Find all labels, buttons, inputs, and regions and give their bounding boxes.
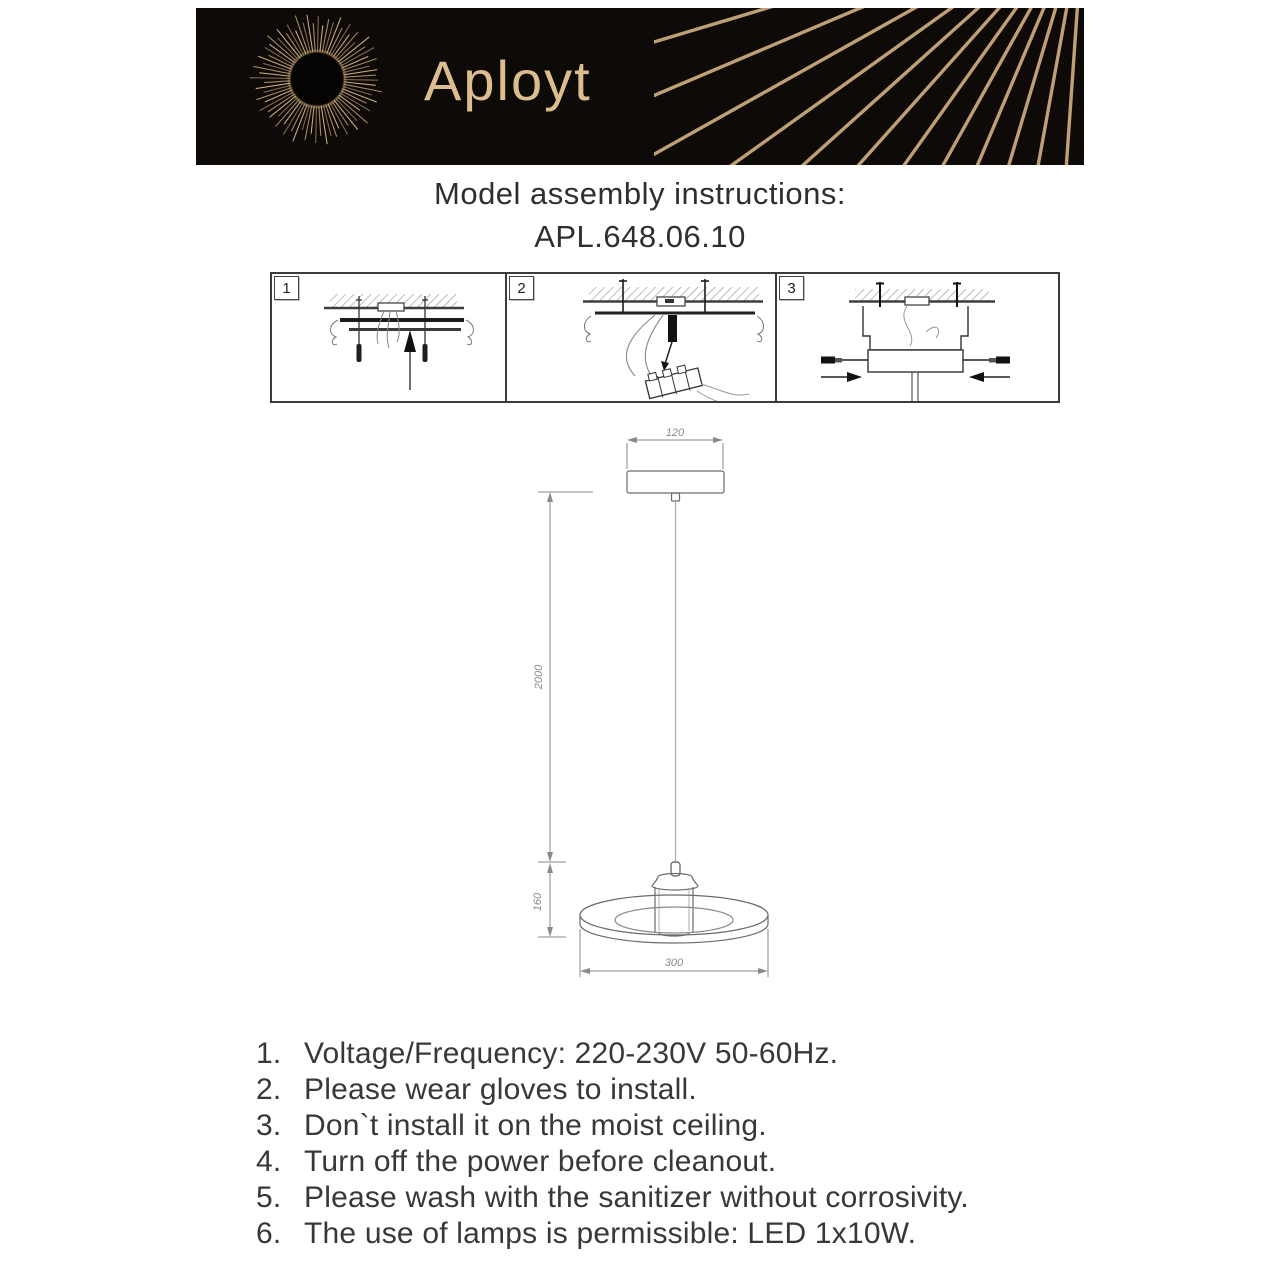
instruction-item	[256, 1108, 1156, 1144]
page-title: Model assembly instructions:	[434, 176, 846, 211]
instruction-item	[256, 1036, 1156, 1072]
step-1-number: 1	[274, 276, 299, 300]
instruction-item	[256, 1144, 1156, 1180]
dim-lamp-height: 160	[532, 892, 544, 912]
dim-shade-diameter: 300	[664, 957, 684, 969]
instruction-text: Please wear gloves to install.	[304, 1073, 697, 1106]
instruction-text: Voltage/Frequency: 220-230V 50-60Hz.	[304, 1037, 839, 1070]
instruction-item	[256, 1180, 1156, 1216]
model-number: APL.648.06.10	[534, 219, 746, 254]
instruction-text: Don`t install it on the moist ceiling.	[304, 1109, 767, 1142]
step-3-number: 3	[779, 276, 804, 300]
step-1-panel	[272, 274, 505, 401]
step-3-diagram	[777, 274, 1056, 401]
dim-canopy-width: 120	[665, 427, 685, 439]
step-1-diagram	[272, 274, 501, 401]
safety-instructions-list	[256, 1036, 1156, 1252]
step-2-panel	[505, 274, 775, 401]
instruction-number: 3.	[256, 1109, 282, 1142]
instruction-item	[256, 1216, 1156, 1252]
step-3-panel	[775, 274, 1058, 401]
decorative-rays-icon	[654, 8, 1084, 165]
step-2-diagram	[507, 274, 773, 401]
brand-name: Aployt	[424, 49, 592, 112]
title-block	[0, 176, 1280, 255]
pendant-dimension-drawing	[520, 425, 790, 1005]
instruction-number: 4.	[256, 1145, 282, 1178]
brand-header	[196, 8, 1084, 165]
dim-cable-length: 2000	[533, 664, 545, 690]
assembly-steps-strip	[270, 272, 1060, 403]
instruction-text: Please wash with the sanitizer without corrosivity.	[304, 1181, 969, 1214]
instruction-number: 2.	[256, 1073, 282, 1106]
instruction-text: The use of lamps is permissible: LED 1x10W.	[304, 1217, 917, 1250]
instruction-number: 5.	[256, 1181, 282, 1214]
instruction-item	[256, 1072, 1156, 1108]
instruction-number: 1.	[256, 1037, 282, 1070]
step-2-number: 2	[509, 276, 534, 300]
instruction-number: 6.	[256, 1217, 282, 1250]
instruction-text: Turn off the power before cleanout.	[304, 1145, 777, 1178]
starburst-logo-icon	[242, 8, 392, 154]
